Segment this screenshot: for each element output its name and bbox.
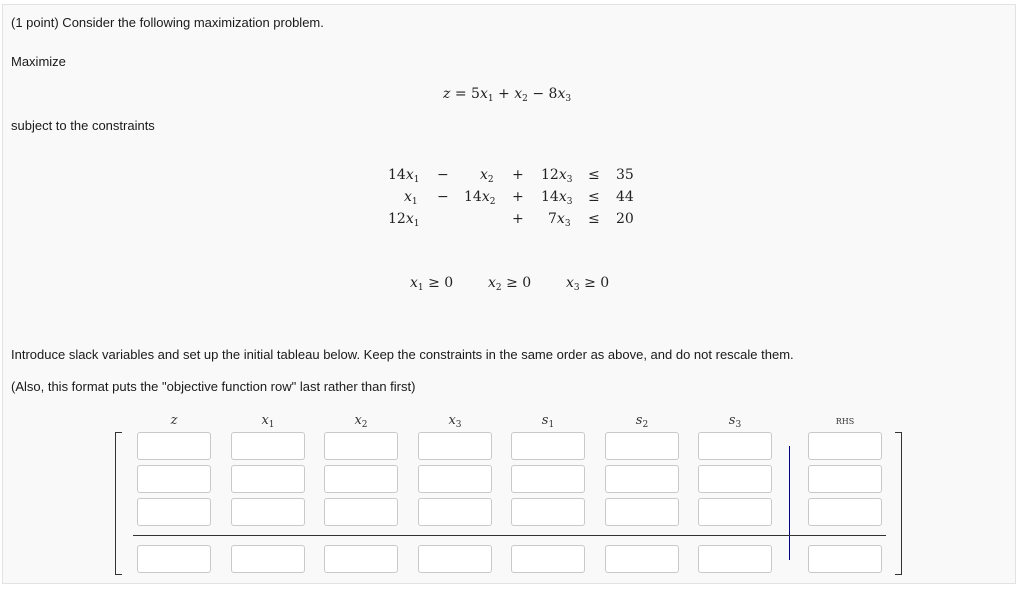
tableau-cell-r2-rhs[interactable] (808, 465, 882, 493)
constraint-1-term-1: $14x_1$ (388, 167, 420, 185)
tableau-cell-r1-c6[interactable] (605, 432, 679, 460)
note-text: (Also, this format puts the "objective function row" last rather than first) (11, 379, 416, 394)
tableau-cell-r2-c6[interactable] (605, 465, 679, 493)
constraint-1-rhs: 35 (616, 167, 634, 183)
tableau-header-rhs: RHS (835, 417, 855, 426)
tableau-header-x1 (231, 413, 305, 430)
objective-coef-1: 5 (471, 86, 480, 102)
header-text: $x_1$ (261, 413, 275, 430)
maximize-label: Maximize (11, 54, 66, 69)
tableau-cell-obj-c2[interactable] (231, 545, 305, 573)
constraint-1-op-2: + (512, 167, 524, 183)
tableau-cell-r3-c3[interactable] (324, 498, 398, 526)
tableau-header-z: z (170, 413, 178, 428)
constraint-1-rel: ≤ (588, 167, 600, 183)
tableau-cell-r1-c4[interactable] (418, 432, 492, 460)
constraint-2-rel: ≤ (588, 189, 600, 205)
tableau-cell-r2-c3[interactable] (324, 465, 398, 493)
problem-intro: (1 point) Consider the following maximization problem. (11, 15, 324, 30)
tableau-cell-r1-c5[interactable] (511, 432, 585, 460)
tableau-cell-obj-c3[interactable] (324, 545, 398, 573)
objective-coef-3: 8 (548, 86, 558, 102)
tableau-cell-r2-c4[interactable] (418, 465, 492, 493)
instructions-text: Introduce slack variables and set up the initial tableau below. Keep the constraints in the same order as above, and do not rescale them. (11, 347, 794, 362)
constraint-2-term-3: $14x_3$ (541, 189, 573, 207)
constraint-3-term-1: $12x_1$ (388, 211, 420, 229)
tableau-cell-r1-c1[interactable] (137, 432, 211, 460)
tableau-cell-r3-c5[interactable] (511, 498, 585, 526)
constraint-3-rhs: 20 (616, 211, 634, 227)
constraint-2-term-2: $14x_2$ (464, 189, 496, 207)
tableau-cell-obj-c1[interactable] (137, 545, 211, 573)
constraint-1-op-1: − (437, 167, 449, 183)
constraint-2-rhs: 44 (616, 189, 634, 205)
constraint-3-term-3: $7x_3$ (548, 211, 571, 229)
objective-z: z (443, 86, 451, 102)
tableau-cell-r2-c2[interactable] (231, 465, 305, 493)
tableau-cell-r3-c4[interactable] (418, 498, 492, 526)
nonneg-x2: $x_2 \ge 0$ (488, 275, 532, 293)
tableau-right-bracket (895, 432, 902, 575)
tableau-cell-r1-rhs[interactable] (808, 432, 882, 460)
constraint-3-op-2: + (512, 211, 524, 227)
subject-label: subject to the constraints (11, 118, 155, 133)
nonneg-x1: $x_1 \ge 0$ (410, 275, 454, 293)
tableau-cell-r2-c1[interactable] (137, 465, 211, 493)
tableau-header-s2: $s_2$ (635, 413, 649, 430)
tableau-header-s3: $s_3$ (728, 413, 742, 430)
tableau-cell-obj-c6[interactable] (605, 545, 679, 573)
tableau-cell-obj-rhs[interactable] (808, 545, 882, 573)
tableau-cell-r2-c7[interactable] (698, 465, 772, 493)
tableau-cell-r3-c2[interactable] (231, 498, 305, 526)
tableau-cell-r3-rhs[interactable] (808, 498, 882, 526)
constraint-1-term-3: $12x_3$ (541, 167, 573, 185)
constraint-2-term-1: $x_1$ (404, 189, 418, 207)
tableau-left-bracket (115, 432, 122, 575)
constraint-1-term-2: $x_2$ (480, 167, 494, 185)
constraint-3-rel: ≤ (588, 211, 600, 227)
tableau-cell-r2-c5[interactable] (511, 465, 585, 493)
tableau-header-s1: $s_1$ (541, 413, 555, 430)
tableau-objective-divider (133, 535, 886, 536)
tableau-cell-r3-c1[interactable] (137, 498, 211, 526)
constraint-2-op-1: − (437, 189, 449, 205)
objective-function: $z = 5x_1 + x_2 - 8x_3$ (443, 86, 572, 104)
tableau-cell-r1-c7[interactable] (698, 432, 772, 460)
constraint-2-op-2: + (512, 189, 524, 205)
tableau-cell-r1-c2[interactable] (231, 432, 305, 460)
tableau-cell-obj-c7[interactable] (698, 545, 772, 573)
tableau-cell-obj-c4[interactable] (418, 545, 492, 573)
tableau-cell-r1-c3[interactable] (324, 432, 398, 460)
tableau-rhs-divider (789, 446, 790, 560)
nonneg-x3: $x_3 \ge 0$ (566, 275, 610, 293)
tableau-cell-r3-c6[interactable] (605, 498, 679, 526)
tableau-cell-r3-c7[interactable] (698, 498, 772, 526)
tableau-header-x2: $x_2$ (354, 413, 368, 430)
tableau-header-x3: $x_3$ (448, 413, 462, 430)
tableau-cell-obj-c5[interactable] (511, 545, 585, 573)
